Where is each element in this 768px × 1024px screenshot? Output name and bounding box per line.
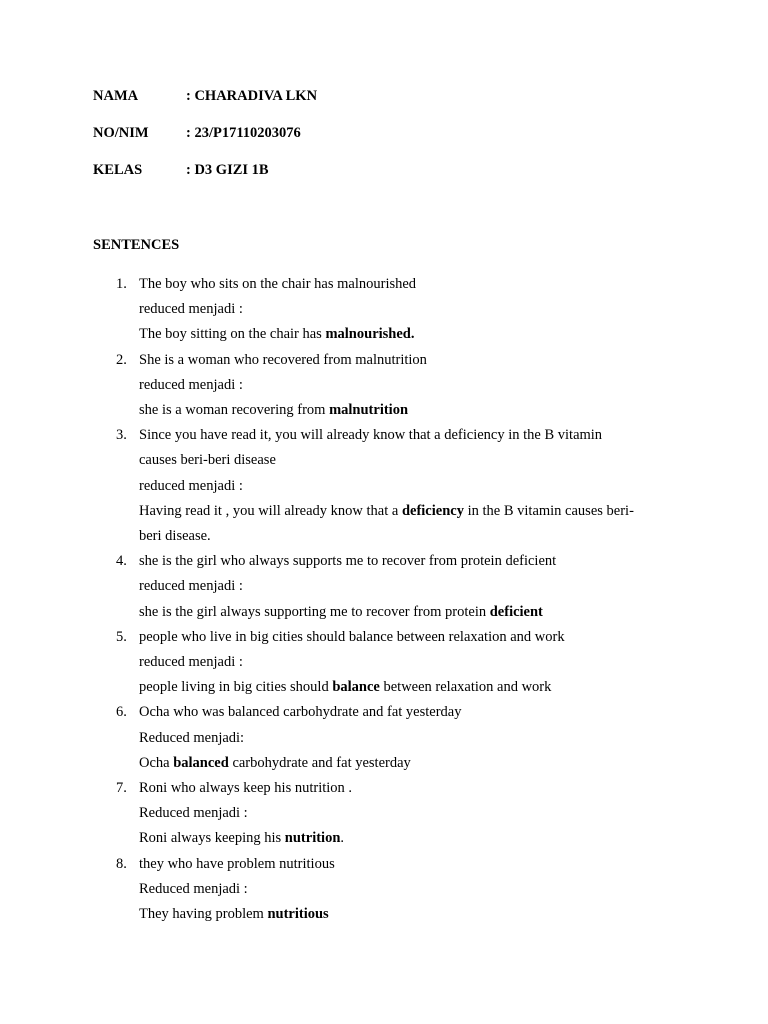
- reduced-label: Reduced menjadi:: [139, 729, 245, 746]
- original-sentence: Roni who always keep his nutrition .: [139, 780, 353, 797]
- keyword: balanced: [173, 754, 229, 771]
- nim-label: NO/NIM: [93, 125, 149, 141]
- reduced-sentence: Roni always keeping his nutrition.: [139, 830, 345, 847]
- original-sentence-continued: causes beri-beri disease: [139, 452, 276, 469]
- reduced-sentence: Ocha balanced carbohydrate and fat yesterday: [139, 754, 411, 771]
- item-number: 5.: [116, 628, 127, 645]
- reduced-label: reduced menjadi :: [139, 376, 243, 393]
- list-item: [93, 549, 673, 625]
- original-sentence: She is a woman who recovered from malnutrition: [139, 351, 427, 368]
- original-sentence: they who have problem nutritious: [139, 855, 335, 872]
- reduced-sentence: They having problem nutritious: [139, 906, 329, 923]
- nama-value: : CHARADIVA LKN: [186, 88, 318, 104]
- keyword: deficient: [489, 603, 543, 620]
- keyword: nutrition: [284, 830, 341, 847]
- list-item: [93, 852, 673, 928]
- reduced-label: reduced menjadi :: [139, 578, 243, 595]
- item-number: 7.: [116, 780, 127, 797]
- reduced-label: Reduced menjadi :: [139, 805, 248, 822]
- keyword: malnourished.: [325, 326, 415, 343]
- nama-label: NAMA: [93, 88, 139, 104]
- reduced-sentence: Having read it , you will already know that a deficiency in the B vitamin causes beri-: [139, 502, 634, 519]
- reduced-sentence-continued: beri disease.: [139, 528, 211, 545]
- nim-value: : 23/P17110203076: [186, 125, 301, 141]
- item-number: 6.: [116, 704, 127, 721]
- item-number: 1.: [116, 276, 127, 292]
- reduced-label: reduced menjadi :: [139, 654, 243, 671]
- list-item: [93, 700, 673, 776]
- item-number: 2.: [116, 351, 127, 368]
- reduced-sentence: she is the girl always supporting me to recover from protein deficient: [139, 603, 543, 620]
- reduced-label: Reduced menjadi :: [139, 880, 248, 897]
- original-sentence: Since you have read it, you will already know that a deficiency in the B vitamin: [139, 427, 603, 444]
- original-sentence: she is the girl who always supports me to recover from protein deficient: [139, 553, 557, 570]
- reduced-sentence: people living in big cities should balance between relaxation and work: [139, 679, 552, 696]
- kelas-value: : D3 GIZI 1B: [186, 162, 269, 178]
- list-item: [93, 348, 673, 424]
- list-item: [93, 423, 673, 549]
- keyword: deficiency: [401, 502, 464, 519]
- section-title: SENTENCES: [93, 237, 180, 253]
- keyword: malnutrition: [329, 402, 409, 419]
- item-number: 4.: [116, 553, 127, 570]
- reduced-sentence: she is a woman recovering from malnutrition: [139, 402, 409, 419]
- item-number: 8.: [116, 855, 127, 872]
- kelas-label: KELAS: [93, 162, 143, 178]
- reduced-label: reduced menjadi :: [139, 301, 243, 318]
- list-item: [93, 625, 673, 701]
- original-sentence: The boy who sits on the chair has malnourished: [139, 276, 417, 292]
- sentence-list: [93, 272, 673, 927]
- keyword: balance: [332, 679, 380, 696]
- reduced-label: reduced menjadi :: [139, 477, 243, 494]
- reduced-sentence: The boy sitting on the chair has malnourished.: [139, 326, 415, 343]
- list-item: [93, 272, 673, 348]
- keyword: nutritious: [267, 906, 329, 923]
- original-sentence: Ocha who was balanced carbohydrate and fat yesterday: [139, 704, 462, 721]
- original-sentence: people who live in big cities should balance between relaxation and work: [139, 628, 565, 645]
- item-number: 3.: [116, 427, 127, 444]
- list-item: [93, 776, 673, 852]
